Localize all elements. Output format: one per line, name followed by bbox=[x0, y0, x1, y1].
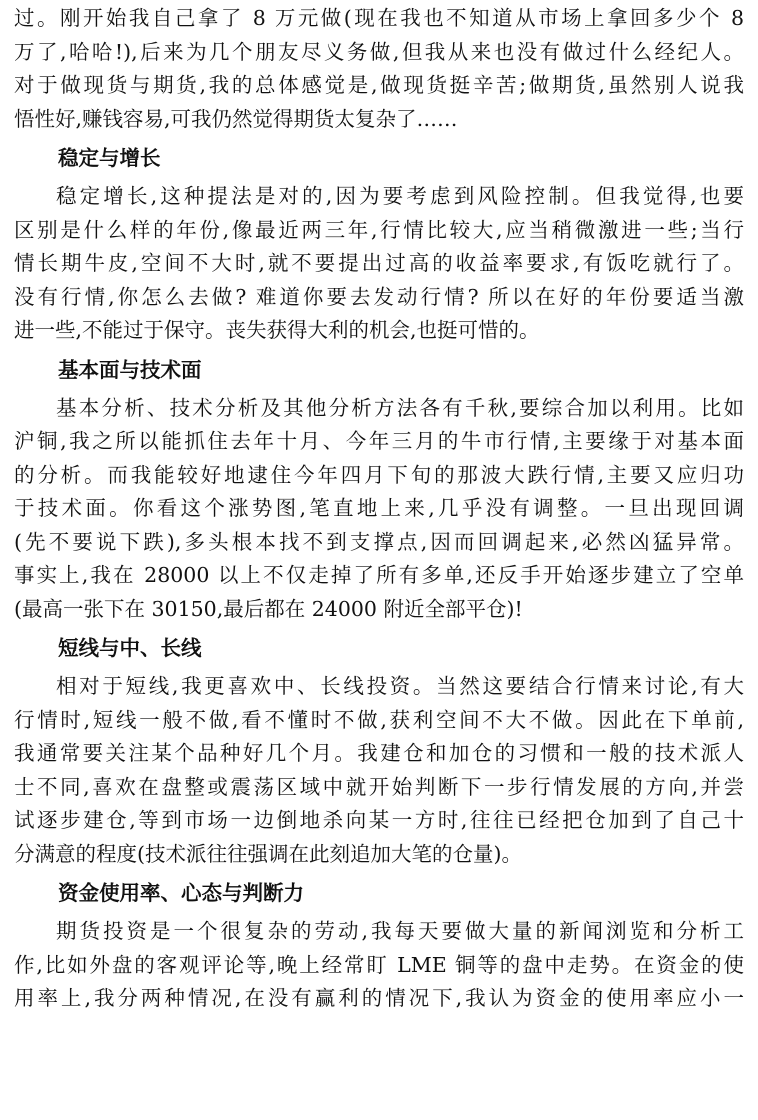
text-line: 士不同,喜欢在盘整或震荡区域中就开始判断下一步行情发展的方向,并尝 bbox=[14, 774, 744, 799]
text-line: 我通常要关注某个品种好几个月。我建仓和加仓的习惯和一般的技术派人 bbox=[14, 741, 744, 765]
text-line: 过。刚开始我自己拿了 8 万元做(现在我也不知道从市场上拿回多少个 8 bbox=[14, 6, 744, 30]
text-line: 稳定增长,这种提法是对的,因为要考虑到风险控制。但我觉得,也要 bbox=[56, 184, 744, 208]
paragraph-continued bbox=[14, 2, 744, 136]
text-line: (最高一张下在 30150,最后都在 24000 附近全部平仓)! bbox=[14, 596, 523, 621]
text-line: 区别是什么样的年份,像最近两三年,行情比较大,应当稍微激进一些;当行 bbox=[14, 217, 744, 242]
section-heading-capital-mindset: 资金使用率、心态与判断力 bbox=[58, 881, 304, 905]
section-body-stability-growth bbox=[14, 180, 744, 348]
text-line: 事实上,我在 28000 以上不仅走掉了所有多单,还反手开始逐步建立了空单 bbox=[14, 563, 744, 587]
text-line: 情长期牛皮,空间不大时,就不要提出过高的收益率要求,有饭吃就行了。 bbox=[14, 251, 744, 275]
text-line: 悟性好,赚钱容易,可我仍然觉得期货太复杂了…… bbox=[14, 106, 458, 131]
text-line: 基本分析、技术分析及其他分析方法各有千秋,要综合加以利用。比如 bbox=[56, 395, 744, 420]
text-line: 没有行情,你怎么去做? 难道你要去发动行情? 所以在好的年份要适当激 bbox=[14, 284, 744, 309]
text-line: 相对于短线,我更喜欢中、长线投资。当然这要结合行情来讨论,有大 bbox=[56, 674, 744, 698]
text-line: 用率上,我分两种情况,在没有赢利的情况下,我认为资金的使用率应小一 bbox=[14, 986, 744, 1010]
section-heading-short-long-term: 短线与中、长线 bbox=[58, 636, 202, 660]
section-heading-stability-growth: 稳定与增长 bbox=[58, 146, 161, 170]
section-body-fundamental-technical bbox=[14, 392, 744, 627]
text-line: 分满意的程度(技术派往往强调在此刻追加大笔的仓量)。 bbox=[14, 841, 522, 866]
text-line: 于技术面。你看这个涨势图,笔直地上来,几乎没有调整。一旦出现回调 bbox=[14, 496, 744, 520]
text-line: 行情时,短线一般不做,看不懂时不做,获利空间不大不做。因此在下单前, bbox=[14, 707, 744, 732]
text-line: (先不要说下跌),多头根本找不到支撑点,因而回调起来,必然凶猛异常。 bbox=[14, 529, 744, 554]
text-line: 的分析。而我能较好地逮住今年四月下旬的那波大跌行情,主要又应归功 bbox=[14, 462, 744, 487]
section-body-capital-mindset bbox=[14, 915, 744, 1016]
text-line: 沪铜,我之所以能抓住去年十月、今年三月的牛市行情,主要缘于对基本面 bbox=[14, 429, 744, 453]
text-line: 进一些,不能过于保守。丧失获得大利的机会,也挺可惜的。 bbox=[14, 318, 540, 342]
section-heading-fundamental-technical: 基本面与技术面 bbox=[58, 357, 202, 382]
text-line: 期货投资是一个很复杂的劳动,我每天要做大量的新闻浏览和分析工 bbox=[56, 919, 744, 943]
text-line: 试逐步建仓,等到市场一边倒地杀向某一方时,往往已经把仓加到了自己十 bbox=[14, 808, 744, 832]
text-line: 作,比如外盘的客观评论等,晚上经常盯 LME 铜等的盘中走势。在资金的使 bbox=[14, 952, 744, 977]
text-line: 万了,哈哈!),后来为几个朋友尽义务做,但我从来也没有做过什么经纪人。 bbox=[14, 39, 744, 64]
section-body-short-long-term bbox=[14, 670, 744, 871]
text-line: 对于做现货与期货,我的总体感觉是,做现货挺辛苦;做期货,虽然别人说我 bbox=[14, 73, 744, 97]
